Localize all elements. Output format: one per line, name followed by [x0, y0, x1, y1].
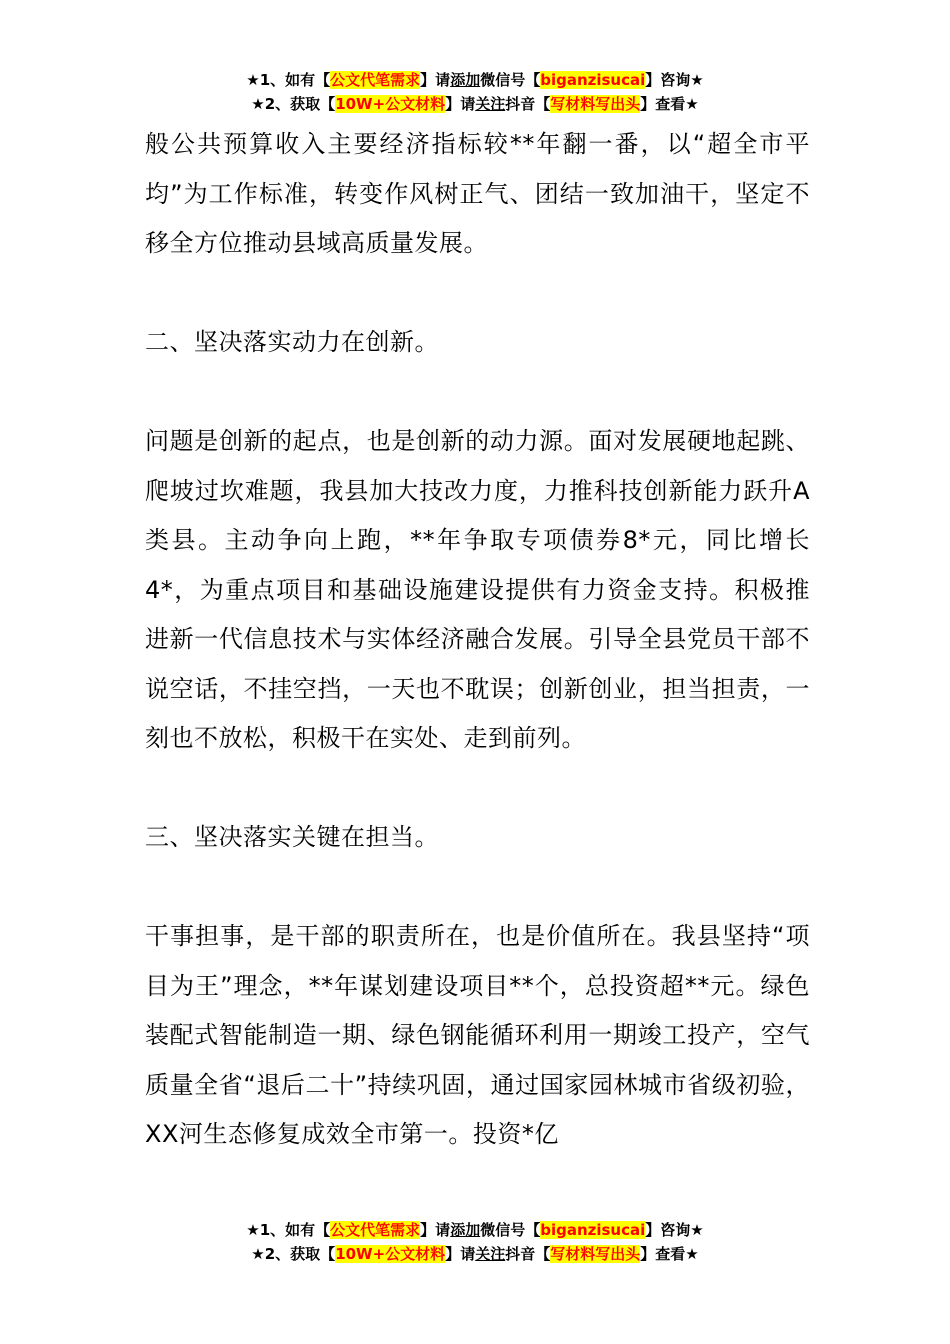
banner-text: ★1、如有【 [246, 1221, 331, 1239]
paragraph-2: 问题是创新的起点，也是创新的动力源。面对发展硬地起跳、爬坡过坎难题，我县加大技改力度，力推科技创新能力跃升A类县。主动争向上跑，**年争取专项债券8*元，同比增长4*，为重点项目和基础设施建设提供有力资金支持。积极推进新一代信息技术与实体经济融合发展。引导全县党员干部不说空话，不挂空挡，一天也不耽误；创新创业，担当担责，一刻也不放松，积极干在实处、走到前列。 [145, 427, 810, 752]
banner-line-1 [0, 1218, 950, 1242]
banner-text: ★2、获取【 [251, 95, 336, 113]
banner-line-2 [0, 92, 950, 116]
banner-emphasis: 添加 [450, 71, 481, 89]
banner-text: 】咨询★ [645, 71, 704, 89]
banner-emphasis: 关注 [475, 95, 506, 113]
header-banner [0, 68, 950, 116]
banner-text: 抖音【 [505, 1245, 551, 1263]
banner-text: 抖音【 [505, 95, 551, 113]
banner-text: 】请 [445, 1245, 476, 1263]
banner-emphasis: 关注 [475, 1245, 506, 1263]
document-body [145, 120, 810, 1160]
banner-line-1 [0, 68, 950, 92]
footer-banner [0, 1218, 950, 1266]
banner-highlight: 写材料写出头 [550, 95, 641, 113]
banner-text: 】咨询★ [645, 1221, 704, 1239]
banner-text: ★1、如有【 [246, 71, 331, 89]
section-heading-3: 三、坚决落实关键在担当。 [145, 823, 439, 851]
banner-text: ★2、获取【 [251, 1245, 336, 1263]
paragraph-1: 般公共预算收入主要经济指标较**年翻一番，以“超全市平均”为工作标准，转变作风树正气、团结一致加油干，坚定不移全方位推动县域高质量发展。 [145, 130, 810, 257]
banner-highlight: 10W+公文材料 [335, 1245, 446, 1263]
banner-line-2 [0, 1242, 950, 1266]
banner-highlight: 公文代笔需求 [330, 71, 421, 89]
banner-highlight: biganzisucai [540, 71, 646, 89]
banner-highlight: 10W+公文材料 [335, 95, 446, 113]
banner-text: 】请 [445, 95, 476, 113]
section-heading-2: 二、坚决落实动力在创新。 [145, 328, 439, 356]
banner-emphasis: 添加 [450, 1221, 481, 1239]
banner-highlight: biganzisucai [540, 1221, 646, 1239]
banner-text: 】请 [420, 1221, 451, 1239]
banner-text: 】查看★ [640, 95, 699, 113]
banner-text: 】请 [420, 71, 451, 89]
banner-highlight: 公文代笔需求 [330, 1221, 421, 1239]
banner-text: 微信号【 [480, 1221, 541, 1239]
banner-text: 微信号【 [480, 71, 541, 89]
banner-text: 】查看★ [640, 1245, 699, 1263]
banner-highlight: 写材料写出头 [550, 1245, 641, 1263]
paragraph-3: 干事担事，是干部的职责所在，也是价值所在。我县坚持“项目为王”理念，**年谋划建设项目**个，总投资超**元。绿色装配式智能制造一期、绿色钢能循环利用一期竣工投产，空气质量全省“退后二十”持续巩固，通过国家园林城市省级初验，XX河生态修复成效全市第一。投资*亿 [145, 922, 810, 1148]
